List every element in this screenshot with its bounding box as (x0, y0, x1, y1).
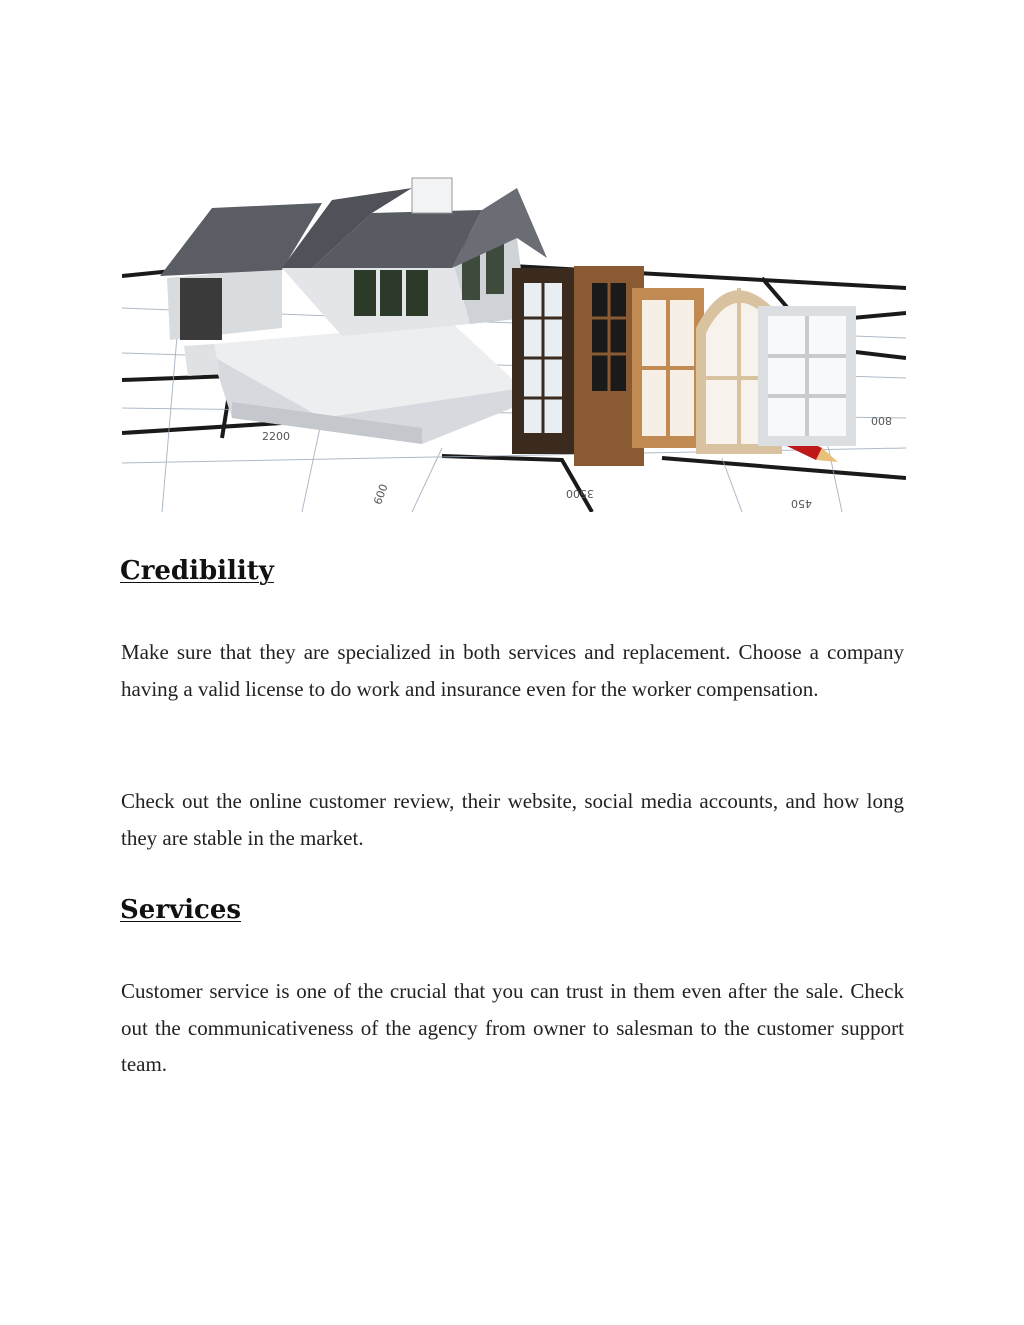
blueprint-label: 3500 (566, 487, 594, 500)
blueprint-label: 800 (871, 414, 892, 427)
hero-image (122, 118, 906, 512)
house-doors-illustration (122, 118, 906, 512)
paragraph: Make sure that they are specialized in both services and replacement. Choose a company having a valid license to do work and insurance even for the worker compensation. (121, 640, 904, 701)
section-heading-services: Services (120, 895, 242, 925)
blueprint-label: 600 (371, 482, 391, 507)
blueprint-label: 2200 (262, 430, 290, 443)
paragraph: Check out the online customer review, their website, social media accounts, and how long they are stable in the market. (121, 789, 904, 850)
section-heading-credibility: Credibility (120, 556, 274, 586)
window-white (758, 306, 856, 446)
window-frame-wood (632, 288, 704, 448)
paragraph: Customer service is one of the crucial that you can trust in them even after the sale. Check out the communicativeness of the agency from owner to salesman to the customer support team. (121, 979, 904, 1076)
blueprint-label: 450 (791, 497, 812, 510)
door-dark (512, 268, 574, 454)
